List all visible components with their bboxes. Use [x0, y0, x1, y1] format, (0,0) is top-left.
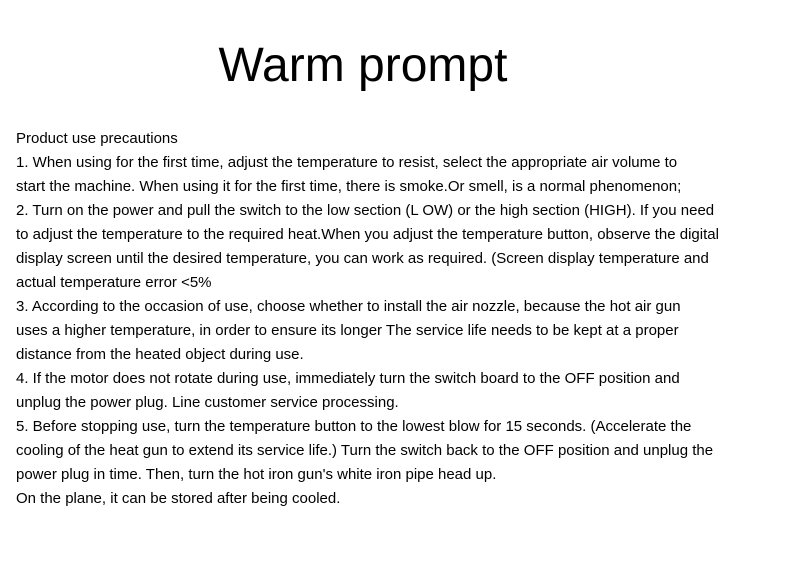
text-line: distance from the heated object during use. [16, 346, 304, 363]
text-line: uses a higher temperature, in order to ensure its longer The service life needs to be kept at a proper [16, 322, 679, 339]
text-line: 4. If the motor does not rotate during use, immediately turn the switch board to the OFF position and [16, 370, 680, 387]
text-line: 5. Before stopping use, turn the temperature button to the lowest blow for 15 seconds. (Accelerate the [16, 418, 692, 435]
precautions-text [16, 127, 780, 511]
text-line: On the plane, it can be stored after being cooled. [16, 490, 341, 507]
text-line: 1. When using for the first time, adjust the temperature to resist, select the appropriate air volume to [16, 154, 678, 171]
page-title: Warm prompt [218, 39, 508, 93]
text-line: 3. According to the occasion of use, choose whether to install the air nozzle, because the hot air gun [16, 298, 681, 315]
text-line: power plug in time. Then, turn the hot iron gun's white iron pipe head up. [16, 466, 497, 483]
text-line: 2. Turn on the power and pull the switch to the low section (L OW) or the high section (HIGH). If you need [16, 202, 715, 219]
text-line: unplug the power plug. Line customer service processing. [16, 394, 399, 411]
text-line: actual temperature error <5% [16, 274, 212, 291]
text-line: to adjust the temperature to the required heat.When you adjust the temperature button, observe the digital [16, 226, 719, 243]
text-line: cooling of the heat gun to extend its service life.) Turn the switch back to the OFF position and unplug the [16, 442, 714, 459]
text-line: display screen until the desired temperature, you can work as required. (Screen display temperature and [16, 250, 709, 267]
text-line: start the machine. When using it for the first time, there is smoke.Or smell, is a normal phenomenon; [16, 178, 682, 195]
section-heading: Product use precautions [16, 130, 178, 147]
